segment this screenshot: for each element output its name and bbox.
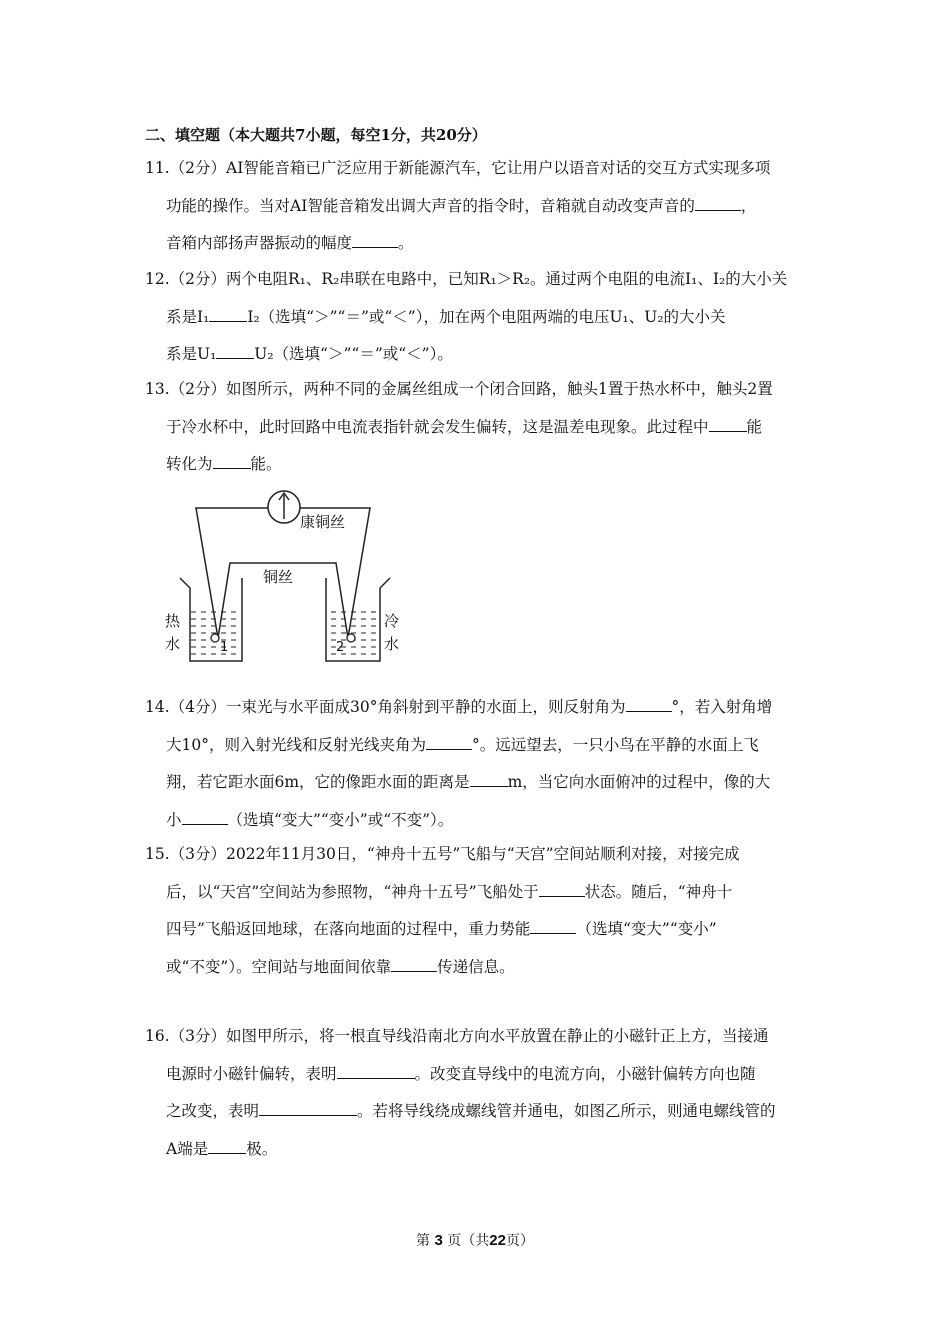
q11-line-3: 音箱内部扬声器振动的幅度 。	[166, 234, 414, 252]
q11-line-1: 11.（2分）AI智能音箱已广泛应用于新能源汽车，它让用户以语音对话的交互方式实现多项	[145, 159, 771, 177]
answer-blank[interactable]	[626, 697, 672, 712]
q12-line-3: 系是U₁ U₂（选填“＞”“＝”或“＜”）。	[166, 345, 453, 363]
page-number: 3	[434, 1232, 443, 1249]
q15-line-3: 四号”飞船返回地球，在落向地面的过程中，重力势能 （选填“变大”“变小”	[166, 920, 717, 938]
answer-blank[interactable]	[352, 233, 398, 248]
question-11	[145, 150, 810, 263]
answer-blank[interactable]	[539, 882, 585, 897]
q14-line-1: 14.（4分）一束光与水平面成30°角斜射到平静的水面上，则反射角为 °，若入射角增	[145, 698, 773, 716]
answer-blank[interactable]	[209, 307, 247, 322]
q12-line-2: 系是I₁ I₂（选填“＞”“＝”或“＜”），加在两个电阻两端的电压U₁、U₂的大小关	[166, 307, 726, 326]
question-14	[145, 689, 810, 839]
q13-line-1: 13.（2分）如图所示，两种不同的金属丝组成一个闭合回路，触头1置于热水杯中，触头2置	[145, 380, 773, 398]
q15-line-1: 15.（3分）2022年11月30日，“神舟十五号”飞船与“天宫”空间站顺利对接，对接完成	[145, 845, 740, 863]
answer-blank[interactable]	[426, 735, 472, 750]
q16-line-4: A端是 极。	[166, 1139, 278, 1158]
answer-blank[interactable]	[208, 1139, 246, 1154]
label-cold-2: 水	[384, 635, 400, 653]
q14-line-3: 翔，若它距水面6m，它的像距水面的距离是 m，当它向水面俯冲的过程中，像的大	[166, 773, 771, 791]
answer-blank[interactable]	[213, 454, 251, 469]
label-contact-2: 2	[336, 640, 345, 655]
q12-line-1: 12.（2分）两个电阻R₁、R₂串联在电路中，已知R₁＞R₂。通过两个电阻的电流I₁、I₂的大小关	[145, 270, 788, 288]
answer-blank[interactable]	[530, 919, 576, 934]
answer-blank[interactable]	[391, 957, 437, 972]
answer-blank[interactable]	[337, 1064, 415, 1079]
q14-line-2: 大10°，则入射光线和反射光线夹角为 °。远远望去，一只小鸟在平静的水面上飞	[166, 735, 759, 754]
answer-blank[interactable]	[470, 772, 508, 787]
q16-line-2: 电源时小磁针偏转，表明 。改变直导线中的电流方向，小磁针偏转方向也随	[166, 1064, 756, 1083]
q13-line-2: 于冷水杯中，此时回路中电流表指针就会发生偏转，这是温差电现象。此过程中 能	[166, 417, 763, 436]
q15-line-4: 或“不变”）。空间站与地面间依靠 传递信息。	[166, 957, 515, 976]
question-15	[145, 836, 810, 986]
contact-1	[211, 634, 219, 642]
label-copper: 铜丝	[263, 568, 294, 586]
page-footer: 第 3 页（共22页）	[416, 1232, 534, 1249]
answer-blank[interactable]	[709, 417, 747, 432]
answer-blank[interactable]	[182, 810, 228, 825]
q11-line-2: 功能的操作。当对AI智能音箱发出调大声音的指令时，音箱就自动改变声音的 ，	[166, 196, 757, 215]
thermocouple-figure	[160, 483, 410, 673]
q14-line-4: 小 （选填“变大”“变小”或“不变”）。	[166, 810, 454, 829]
question-16	[145, 1018, 810, 1168]
q15-line-2: 后，以“天宫”空间站为参照物，“神舟十五号”飞船处于 状态。随后，“神舟十	[166, 882, 733, 901]
label-contact-1: 1	[220, 640, 229, 655]
q16-line-3: 之改变，表明 。若将导线绕成螺线管并通电，如图乙所示，则通电螺线管的	[166, 1102, 776, 1120]
q13-line-3: 转化为 能。	[166, 455, 282, 473]
answer-blank[interactable]	[695, 196, 741, 211]
question-12	[145, 261, 810, 374]
contact-2	[347, 634, 355, 642]
answer-blank[interactable]	[216, 344, 254, 359]
label-cold-1: 冷	[384, 612, 400, 630]
answer-blank[interactable]	[259, 1101, 357, 1116]
label-hot-1: 热	[165, 612, 181, 630]
question-13	[145, 371, 810, 484]
section-title: 二、填空题（本大题共7小题，每空1分，共20分）	[145, 126, 487, 144]
label-hot-2: 水	[165, 635, 181, 653]
q16-line-1: 16.（3分）如图甲所示，将一根直导线沿南北方向水平放置在静止的小磁针正上方，当接通	[145, 1027, 769, 1045]
label-constantan: 康铜丝	[300, 513, 346, 531]
page-total: 22	[489, 1232, 506, 1249]
